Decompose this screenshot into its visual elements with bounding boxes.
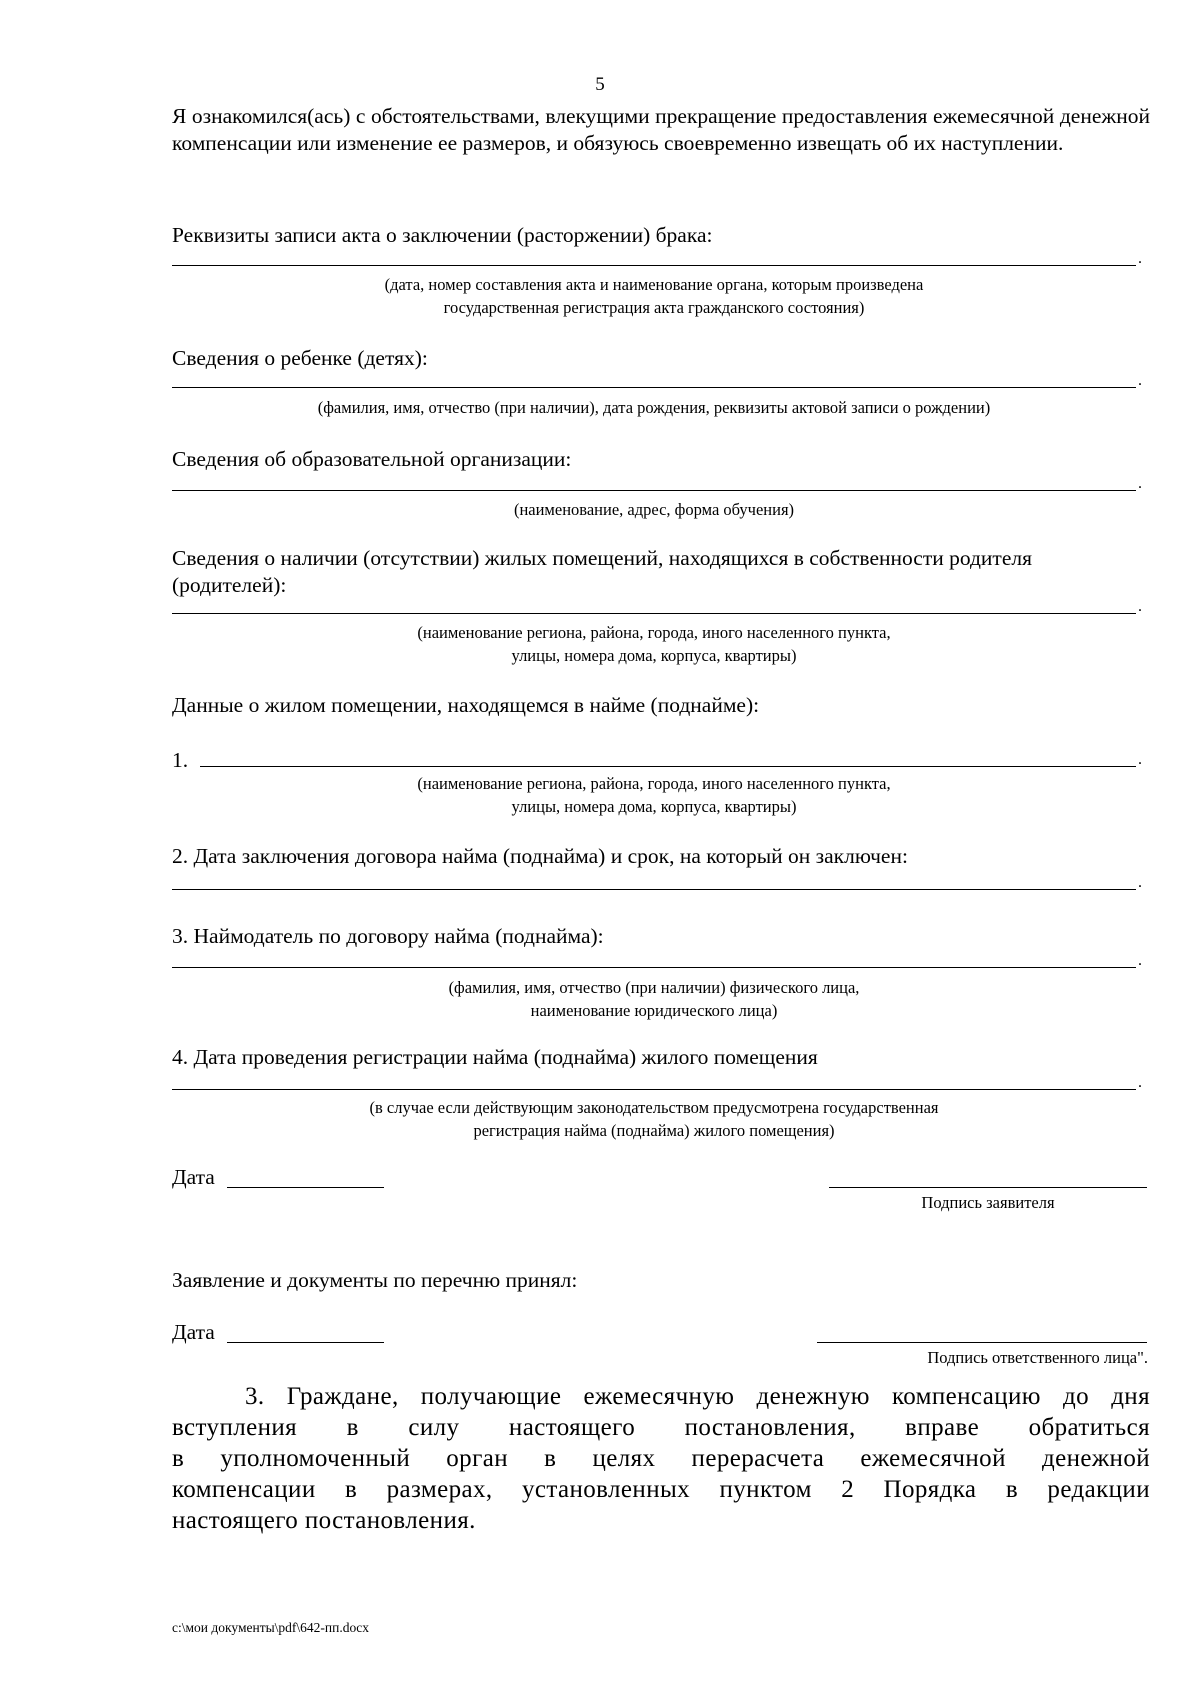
line-end-dot: . <box>1138 952 1142 969</box>
official-signature-field[interactable] <box>817 1342 1147 1343</box>
accepted-label: Заявление и документы по перечню принял: <box>172 1268 578 1292</box>
registration-date-field[interactable] <box>172 1089 1136 1090</box>
children-caption: (фамилия, имя, отчество (при наличии), дата рождения, реквизиты актовой записи о рождении) <box>317 398 991 417</box>
education-caption: (наименование, адрес, форма обучения) <box>513 500 795 519</box>
point3-line-4: компенсации в размерах, установленных пунктом 2 Порядка в редакции <box>172 1476 1150 1503</box>
point3-line-1: 3. Граждане, получающие ежемесячную денежную компенсацию до дня <box>245 1383 1150 1410</box>
landlord-caption-2: наименование юридического лица) <box>530 1001 778 1020</box>
marriage-record-caption-1: (дата, номер составления акта и наименование органа, которым произведена <box>384 275 924 294</box>
rental-label: Данные о жилом помещении, находящемся в найме (поднайме): <box>172 693 760 717</box>
children-label: Сведения о ребенке (детях): <box>172 346 428 370</box>
housing-caption-2: улицы, номера дома, корпуса, квартиры) <box>511 646 797 665</box>
education-field[interactable] <box>172 490 1136 491</box>
line-end-dot: . <box>1138 372 1142 389</box>
housing-field[interactable] <box>172 613 1136 614</box>
line-end-dot: . <box>1138 598 1142 615</box>
marriage-record-caption-2: государственная регистрация акта гражданского состояния) <box>443 298 865 317</box>
rental-item1-number: 1. <box>172 748 189 772</box>
rental-address-caption-1: (наименование региона, района, города, иного населенного пункта, <box>417 774 891 793</box>
applicant-signature-field[interactable] <box>829 1187 1147 1188</box>
page-number: 5 <box>595 74 605 95</box>
marriage-record-field[interactable] <box>172 265 1136 266</box>
point3-line-2: вступления в силу настоящего постановления, вправе обратиться <box>172 1414 1150 1441</box>
children-field[interactable] <box>172 387 1136 388</box>
registration-date-label: 4. Дата проведения регистрации найма (поднайма) жилого помещения <box>172 1045 818 1069</box>
acknowledgement-paragraph: Я ознакомился(ась) с обстоятельствами, влекущими прекращение предоставления ежемесячной денежной компенсации или изменение ее размеров, и обязуюсь своевременно извещать об их наступлении. <box>172 104 1150 155</box>
official-date-label: Дата <box>172 1320 215 1344</box>
rental-address-caption-2: улицы, номера дома, корпуса, квартиры) <box>511 797 797 816</box>
official-signature-caption: Подпись ответственного лица". <box>927 1348 1148 1367</box>
housing-label: Сведения о наличии (отсутствии) жилых помещений, находящихся в собственности родителя (родителей): <box>172 546 1032 597</box>
landlord-label: 3. Наймодатель по договору найма (поднайма): <box>172 924 604 948</box>
line-end-dot: . <box>1138 475 1142 492</box>
official-date-field[interactable] <box>227 1342 384 1343</box>
landlord-caption-1: (фамилия, имя, отчество (при наличии) физического лица, <box>448 978 860 997</box>
point3-line-5: настоящего постановления. <box>172 1507 476 1534</box>
marriage-record-label: Реквизиты записи акта о заключении (расторжении) брака: <box>172 223 713 247</box>
line-end-dot: . <box>1138 250 1142 267</box>
housing-caption-1: (наименование региона, района, города, иного населенного пункта, <box>417 623 891 642</box>
file-path-footer: c:\мои документы\pdf\642-пп.docx <box>172 1620 369 1635</box>
line-end-dot: . <box>1138 1074 1142 1091</box>
applicant-date-label: Дата <box>172 1165 215 1189</box>
rental-address-field[interactable] <box>200 766 1136 767</box>
line-end-dot: . <box>1138 751 1142 768</box>
rental-contract-date-label: 2. Дата заключения договора найма (поднайма) и срок, на который он заключен: <box>172 844 908 868</box>
registration-caption-1: (в случае если действующим законодательством предусмотрена государственная <box>369 1098 939 1117</box>
line-end-dot: . <box>1138 874 1142 891</box>
applicant-signature-caption: Подпись заявителя <box>921 1193 1055 1212</box>
education-label: Сведения об образовательной организации: <box>172 447 572 471</box>
point3-line-3: в уполномоченный орган в целях перерасчета ежемесячной денежной <box>172 1445 1150 1472</box>
registration-caption-2: регистрация найма (поднайма) жилого помещения) <box>473 1121 835 1140</box>
rental-contract-date-field[interactable] <box>172 889 1136 890</box>
landlord-field[interactable] <box>172 967 1136 968</box>
applicant-date-field[interactable] <box>227 1187 384 1188</box>
